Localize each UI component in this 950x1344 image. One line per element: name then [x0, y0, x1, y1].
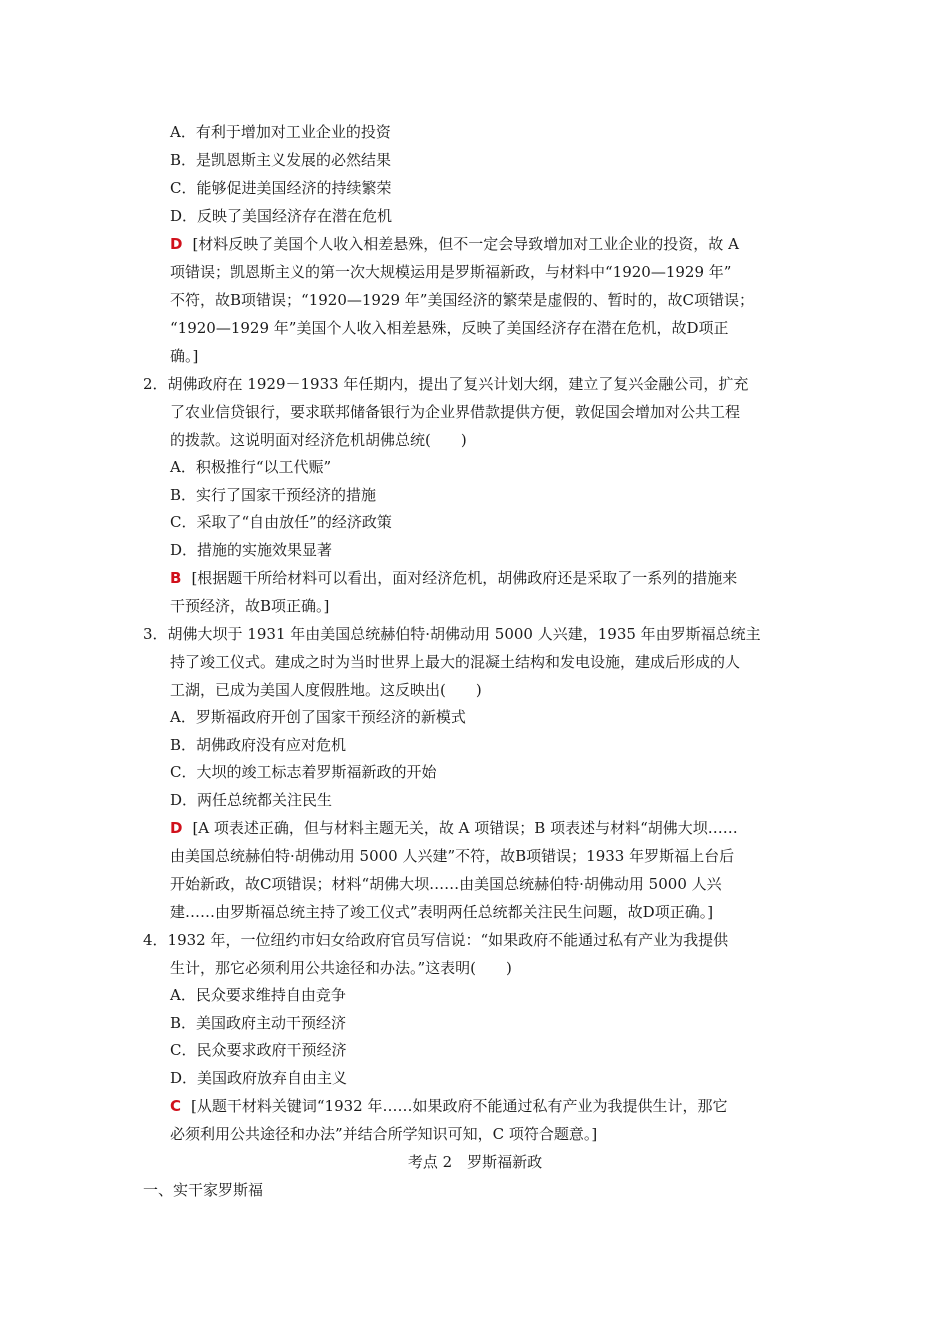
q3-explanation-line: 由美国总统赫伯特·胡佛动用 5000 人兴建”不符，故B项错误；1933 年罗斯福上台后: [170, 847, 735, 865]
q4-option-b: B．美国政府主动干预经济: [170, 1014, 347, 1032]
q3-explanation-line: 建……由罗斯福总统主持了竣工仪式”表明两任总统都关注民生问题，故D项正确。]: [170, 903, 714, 921]
q1-explanation-line: 不符，故B项错误；“1920—1929 年”美国经济的繁荣是虚假的、暂时的，故C项错误；: [170, 291, 754, 309]
q1-explanation-line: 确。]: [170, 347, 199, 365]
q2-option-d: D．措施的实施效果显著: [170, 541, 333, 559]
q2-stem-line: 了农业信贷银行，要求联邦储备银行为企业界借款提供方便，敦促国会增加对公共工程: [170, 403, 741, 421]
q3-stem-line: 3．胡佛大坝于 1931 年由美国总统赫伯特·胡佛动用 5000 人兴建，1935 年由罗斯福总统主: [143, 625, 761, 643]
q1-option-d: D．反映了美国经济存在潜在危机: [170, 207, 393, 225]
q3-option-c: C．大坝的竣工标志着罗斯福新政的开始: [170, 763, 437, 781]
q1-option-c: C．能够促进美国经济的持续繁荣: [170, 179, 392, 197]
q1-option-b: B．是凯恩斯主义发展的必然结果: [170, 151, 392, 169]
q4-option-a: A．民众要求维持自由竞争: [170, 986, 346, 1004]
q1-option-a: A．有利于增加对工业企业的投资: [170, 123, 391, 141]
q1-answer: D: [170, 235, 183, 253]
q3-explanation-line: 开始新政，故C项错误；材料“胡佛大坝……由美国总统赫伯特·胡佛动用 5000 人兴: [170, 875, 722, 893]
q2-stem-line: 2．胡佛政府在 1929－1933 年任期内，提出了复兴计划大纲，建立了复兴金融公司，扩充: [143, 375, 749, 393]
q4-option-d: D．美国政府放弃自由主义: [170, 1069, 348, 1087]
q1-explanation-line: “1920—1929 年”美国个人收入相差悬殊，反映了美国经济存在潜在危机，故D项正: [170, 319, 729, 337]
q3-answer: D: [170, 819, 183, 837]
q2-option-b: B．实行了国家干预经济的措施: [170, 486, 377, 504]
subsection-title: 一、实干家罗斯福: [143, 1181, 264, 1199]
q2-explanation-line: B [根据题干所给材料可以看出，面对经济危机，胡佛政府还是采取了一系列的措施来: [170, 569, 738, 587]
q4-explanation-line: C [从题干材料关键词“1932 年……如果政府不能通过私有产业为我提供生计，那它: [170, 1097, 728, 1115]
q2-answer: B: [170, 569, 182, 587]
q3-option-d: D．两任总统都关注民生: [170, 791, 333, 809]
q3-explanation-line: D [A 项表述正确，但与材料主题无关，故 A 项错误；B 项表述与材料“胡佛大坝……: [170, 819, 738, 837]
q2-option-c: C．采取了“自由放任”的经济政策: [170, 513, 392, 531]
q4-stem-line: 生计，那它必须利用公共途径和办法。”这表明( ): [170, 959, 512, 977]
q2-option-a: A．积极推行“以工代赈”: [170, 458, 332, 476]
q4-answer: C: [170, 1097, 182, 1115]
q4-explanation-line: 必须利用公共途径和办法”并结合所学知识可知，C 项符合题意。]: [170, 1125, 598, 1143]
q3-option-a: A．罗斯福政府开创了国家干预经济的新模式: [170, 708, 466, 726]
q4-stem-line: 4．1932 年，一位纽约市妇女给政府官员写信说：“如果政府不能通过私有产业为我提供: [143, 931, 729, 949]
q3-option-b: B．胡佛政府没有应对危机: [170, 736, 347, 754]
q1-explanation-line: D [材料反映了美国个人收入相差悬殊，但不一定会导致增加对工业企业的投资，故 A: [170, 235, 739, 253]
q2-stem-line: 的拨款。这说明面对经济危机胡佛总统( ): [170, 431, 467, 449]
q3-stem-line: 持了竣工仪式。建成之时为当时世界上最大的混凝土结构和发电设施，建成后形成的人: [170, 653, 741, 671]
q4-option-c: C．民众要求政府干预经济: [170, 1041, 347, 1059]
q3-stem-line: 工湖，已成为美国人度假胜地。这反映出( ): [170, 681, 482, 699]
q1-explanation-line: 项错误；凯恩斯主义的第一次大规模运用是罗斯福新政，与材料中“1920—1929 年”: [170, 263, 732, 281]
section-title: 考点 2 罗斯福新政: [407, 1153, 543, 1171]
q2-explanation-line: 干预经济，故B项正确。]: [170, 597, 330, 615]
